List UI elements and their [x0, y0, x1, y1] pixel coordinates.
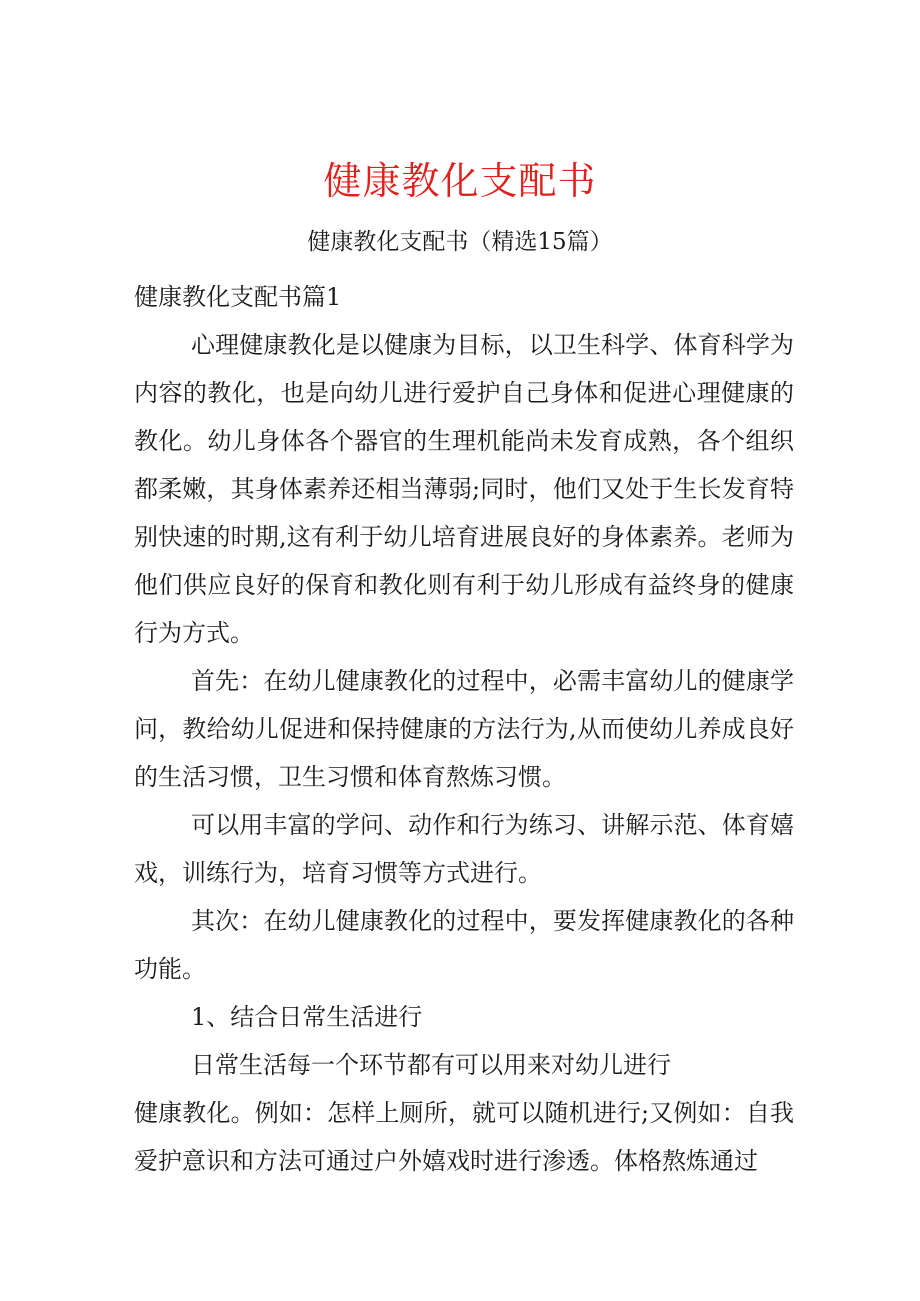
list-item-daily-life: 1、结合日常生活进行 [191, 1003, 423, 1031]
document-subtitle: 健康教化支配书（精选15篇） [307, 229, 613, 255]
paragraph-daily-life: 日常生活每一个环节都有可以用来对幼儿进行 [191, 1051, 671, 1079]
section-heading: 健康教化支配书篇1 [134, 283, 342, 311]
paragraph-daily-life-continued: 健康教化。例如：怎样上厕所，就可以随机进行;又例如：自我爱护意识和方法可通过户外嬉戏时进行渗透。体格熬炼通过 [134, 1099, 794, 1175]
paragraph-methods: 可以用丰富的学问、动作和行为练习、讲解示范、体育嬉戏，训练行为，培育习惯等方式进行。 [134, 811, 794, 887]
paragraph-second: 其次：在幼儿健康教化的过程中，要发挥健康教化的各种功能。 [134, 907, 794, 983]
document-body [134, 273, 794, 1185]
paragraph-intro: 心理健康教化是以健康为目标，以卫生科学、体育科学为内容的教化，也是向幼儿进行爱护自己身体和促进心理健康的教化。幼儿身体各个器官的生理机能尚未发育成熟，各个组织都柔嫩，其身体素养还相当薄弱;同时，他们又处于生长发育特别快速的时期,这有利于幼儿培育进展良好的身体素养。老师为他们供应良好的保育和教化则有利于幼儿形成有益终身的健康行为方式。 [134, 331, 794, 647]
document-title: 健康教化支配书 [323, 159, 597, 203]
paragraph-first: 首先：在幼儿健康教化的过程中，必需丰富幼儿的健康学问，教给幼儿促进和保持健康的方法行为,从而使幼儿养成良好的生活习惯，卫生习惯和体育熬炼习惯。 [134, 667, 794, 791]
